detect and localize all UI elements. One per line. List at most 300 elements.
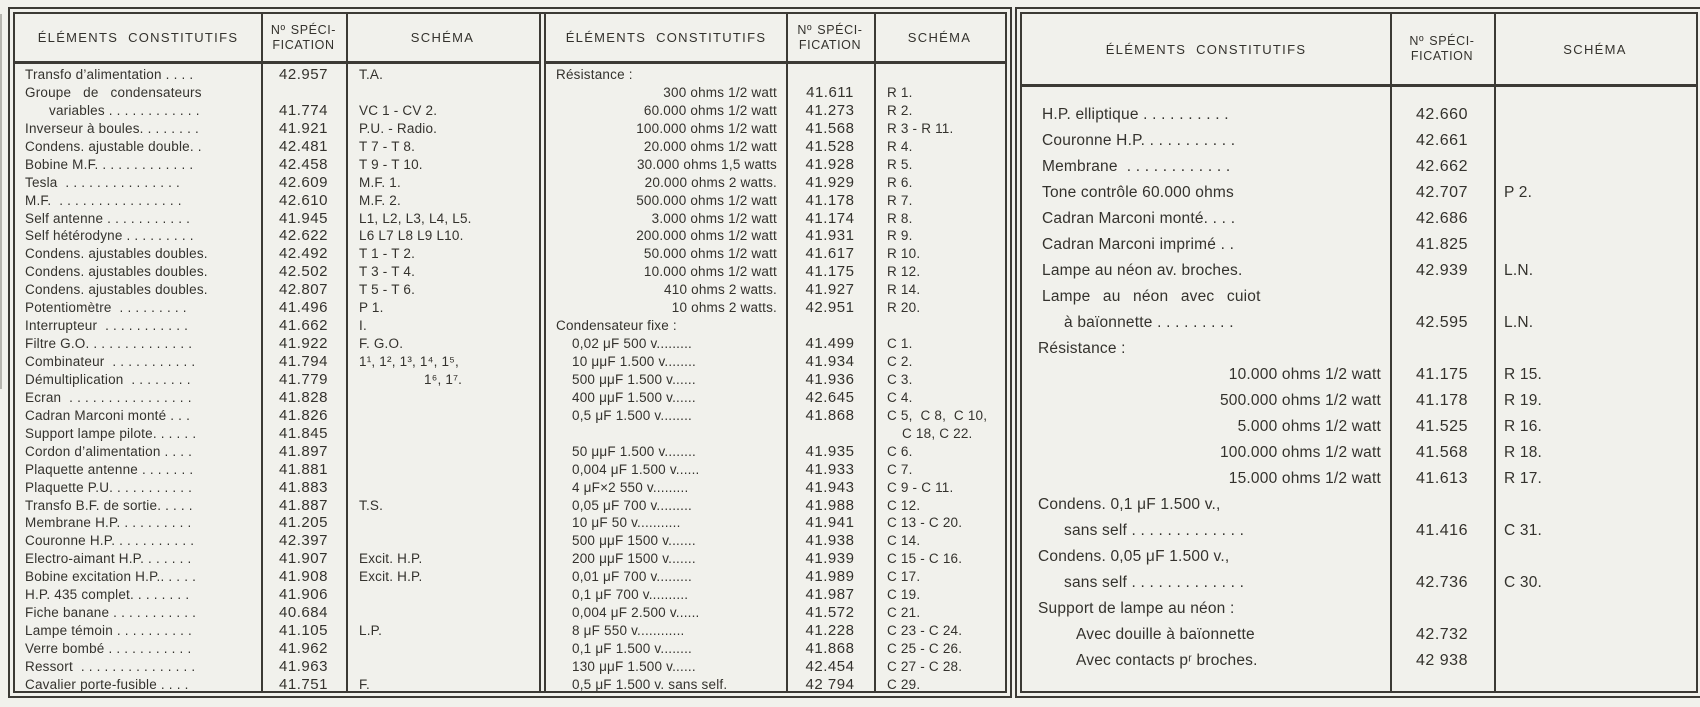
cell-schema-ref: F. G.O. [359, 336, 404, 352]
cell-spec-number: 41.921 [279, 119, 328, 137]
cell-spec-number: 41.794 [279, 353, 328, 370]
cell-element-label: Couronne H.P. . . . . . . . . . . [25, 533, 195, 549]
cell-spec-number [1390, 284, 1494, 310]
cell-schema-ref: R 5. [887, 156, 913, 172]
cell-spec-number: 42 938 [1416, 652, 1468, 669]
cell-spec-number: 41.936 [805, 370, 855, 388]
cell-schema-ref: C 14. [887, 533, 921, 549]
cell-spec-number: 42.660 [1416, 106, 1468, 123]
cell-schema-ref: C 18, C 22. [902, 425, 973, 441]
cell-spec-number: 42.610 [279, 191, 328, 209]
column-header-spec-line2: FICATION [272, 37, 335, 52]
column-header-elements: ÉLÉMENTS CONSTITUTIFS [565, 30, 767, 45]
cell-schema-ref: C 9 - C 11. [887, 479, 954, 495]
cell-element-label: 0,1 μF 700 v.......... [572, 587, 689, 603]
cell-spec-number: 41.178 [805, 191, 855, 209]
cell-spec-number: 41.934 [805, 353, 855, 370]
cell-spec-number: 42.736 [1416, 574, 1468, 591]
cell-schema-ref [874, 317, 1005, 335]
cell-spec-number: 41.568 [1416, 444, 1468, 461]
cell-schema-ref [346, 479, 539, 497]
cell-element-label: Fiche banane . . . . . . . . . . . [25, 605, 197, 621]
column-header-spec-line2: FICATION [798, 37, 862, 52]
column-header-schema: SCHÉMA [907, 30, 972, 45]
cell-element-label: Transfo d’alimentation . . . . [25, 67, 194, 82]
cell-element-label: 500.000 ohms 1/2 watt [636, 192, 777, 208]
cell-schema-ref: R 2. [887, 102, 913, 118]
cell-element-label: 400 μμF 1.500 v...... [572, 389, 696, 405]
parts-table-right [1022, 14, 1696, 691]
cell-schema-ref: C 12. [887, 497, 921, 513]
cell-schema-ref: Excit. H.P. [359, 551, 423, 567]
parts-table-middle [546, 14, 1005, 691]
cell-element-label: 30.000 ohms 1,5 watts [636, 156, 777, 172]
cell-spec-number: 42.951 [805, 299, 855, 317]
table-body [1022, 87, 1696, 691]
cell-element-label: Condens. 0,1 μF 1.500 v., [1038, 496, 1221, 513]
cell-spec-number: 41.751 [279, 675, 328, 693]
cell-schema-ref [346, 514, 539, 532]
column-header-elements: ÉLÉMENTS CONSTITUTIFS [1105, 41, 1307, 57]
cell-spec-number: 41.922 [279, 335, 328, 353]
cell-element-label: Support de lampe au néon : [1038, 600, 1235, 617]
parts-table-group-right [1015, 7, 1700, 698]
cell-schema-ref: C 13 - C 20. [887, 515, 963, 531]
cell-spec-number [786, 66, 874, 84]
cell-spec-number: 42.454 [805, 657, 855, 675]
cell-element-label: Bobine M.F. . . . . . . . . . . . . [25, 156, 194, 172]
column-header-spec-line1: Nº SPÉCI- [797, 22, 863, 37]
cell-schema-ref [1494, 596, 1696, 622]
cell-spec-number: 42.732 [1416, 626, 1468, 643]
cell-schema-ref: L.P. [359, 623, 383, 639]
cell-spec-number [261, 84, 346, 102]
cell-element-label: 500 μμF 1.500 v...... [572, 371, 696, 387]
cell-element-label: sans self . . . . . . . . . . . . . [1064, 574, 1245, 591]
cell-element-label: 200.000 ohms 1/2 watt [636, 228, 777, 244]
cell-schema-ref [1494, 232, 1696, 258]
cell-spec-number: 42.397 [279, 532, 328, 550]
cell-schema-ref: M.F. 2. [359, 192, 401, 208]
cell-schema-ref: L6 L7 L8 L9 L10. [359, 228, 464, 244]
cell-element-label: Cadran Marconi imprimé . . [1042, 236, 1235, 253]
cell-schema-ref: C 30. [1504, 574, 1543, 591]
cell-spec-number: 41.897 [279, 442, 328, 460]
column-header-spec-line1: Nº SPÉCI- [270, 22, 337, 37]
cell-spec-number: 41.662 [279, 317, 328, 335]
cell-element-label: Condens. ajustables doubles. [25, 246, 208, 262]
cell-schema-ref [1494, 622, 1696, 648]
cell-element-label: 500 μμF 1500 v....... [572, 533, 696, 549]
cell-schema-ref: R 14. [887, 282, 921, 298]
cell-schema-ref: R 10. [887, 246, 921, 262]
cell-element-label: 10 ohms 2 watts. [671, 300, 777, 316]
cell-spec-number: 41.887 [279, 496, 328, 514]
cell-schema-ref: P 1. [359, 300, 384, 316]
column-header-spec-line1: Nº SPÉCI- [1409, 34, 1475, 48]
cell-element-label: 60.000 ohms 1/2 watt [643, 102, 777, 118]
table-header [1022, 14, 1696, 87]
cell-schema-ref: C 7. [887, 461, 913, 477]
cell-element-label: 10.000 ohms 1/2 watt [643, 264, 777, 280]
cell-spec-number: 41.826 [279, 406, 328, 424]
column-header-spec-number [261, 14, 346, 61]
cell-element-label: Verre bombé . . . . . . . . . . . [25, 641, 192, 656]
cell-element-label: Membrane H.P. . . . . . . . . . [25, 515, 192, 531]
cell-schema-ref: T 1 - T 2. [359, 246, 416, 262]
cell-spec-number: 42.662 [1416, 158, 1468, 175]
cell-schema-ref: 1⁶, 1⁷. [424, 371, 463, 387]
cell-element-label: 0,02 μF 500 v......... [572, 336, 692, 352]
cell-schema-ref: C 15 - C 16. [887, 551, 963, 567]
cell-schema-ref: C 1. [887, 336, 913, 352]
cell-schema-ref: M.F. 1. [359, 174, 401, 190]
cell-element-label: 410 ohms 2 watts. [664, 282, 777, 298]
cell-schema-ref: R 20. [887, 300, 921, 316]
cell-element-label: Tone contrôle 60.000 ohms [1042, 184, 1234, 201]
cell-element-label: 0,004 μF 1.500 v...... [572, 461, 700, 477]
cell-element-label: 10 μF 50 v........... [572, 515, 681, 531]
cell-schema-ref: R 6. [887, 174, 913, 190]
cell-element-label: à baïonnette . . . . . . . . . [1064, 314, 1234, 331]
cell-spec-number: 42.686 [1416, 210, 1468, 227]
cell-schema-ref [874, 66, 1005, 84]
cell-element-label: 15.000 ohms 1/2 watt [1228, 470, 1381, 487]
cell-spec-number: 41.496 [279, 299, 328, 317]
cell-spec-number: 41.617 [805, 245, 855, 263]
parts-table-group-right-inner [1020, 12, 1698, 693]
cell-schema-ref [1494, 284, 1696, 310]
cell-element-label: Combinateur . . . . . . . . . . . [25, 354, 196, 369]
cell-element-label: 130 μμF 1.500 v...... [572, 658, 696, 674]
cell-spec-number: 41.941 [805, 514, 855, 532]
cell-schema-ref: F. [359, 676, 370, 692]
cell-spec-number: 41.963 [279, 657, 328, 675]
cell-element-label: Filtre G.O. . . . . . . . . . . . . . [25, 336, 193, 352]
column-divider [1390, 14, 1392, 691]
cell-schema-ref: T 9 - T 10. [359, 156, 423, 172]
cell-spec-number: 42.622 [279, 227, 328, 245]
cell-schema-ref: R 12. [887, 264, 921, 280]
cell-spec-number: 41.528 [805, 137, 855, 155]
cell-spec-number: 41.962 [279, 640, 328, 657]
cell-schema-ref: T.S. [359, 497, 384, 513]
cell-schema-ref: C 2. [887, 354, 913, 369]
cell-schema-ref: VC 1 - CV 2. [359, 102, 438, 118]
cell-element-label: Tesla . . . . . . . . . . . . . . . [25, 174, 180, 190]
cell-spec-number: 41.525 [1416, 418, 1468, 435]
cell-schema-ref [346, 532, 539, 550]
cell-schema-ref [1494, 544, 1696, 570]
cell-spec-number: 41.931 [805, 227, 855, 245]
cell-spec-number: 41.928 [805, 155, 855, 173]
cell-schema-ref [1494, 492, 1696, 518]
cell-element-label: 4 μF×2 550 v......... [572, 479, 689, 495]
cell-element-label: variables . . . . . . . . . . . . [49, 102, 200, 118]
column-divider [1494, 14, 1496, 691]
cell-spec-number: 41.825 [1416, 236, 1468, 253]
cell-spec-number: 41.908 [279, 568, 328, 586]
cell-spec-number: 41.939 [805, 550, 855, 568]
cell-schema-ref [346, 640, 539, 658]
cell-spec-number [1390, 492, 1494, 518]
cell-spec-number: 41.205 [279, 514, 328, 532]
cell-spec-number: 41.987 [805, 586, 855, 604]
cell-element-label: 50 μμF 1.500 v........ [572, 443, 697, 459]
cell-element-label: Cordon d’alimentation . . . . [25, 443, 193, 459]
cell-spec-number: 41.611 [806, 83, 854, 101]
cell-element-label: Condensateur fixe : [556, 318, 677, 334]
cell-element-label: Membrane . . . . . . . . . . . . [1042, 158, 1231, 175]
cell-spec-number: 41.988 [805, 496, 855, 514]
cell-element-label: 100.000 ohms 1/2 watt [636, 120, 777, 136]
cell-element-label: Lampe au néon av. broches. [1042, 262, 1243, 279]
cell-element-label: 5.000 ohms 1/2 watt [1237, 418, 1381, 435]
cell-element-label: Cavalier porte-fusible . . . . [25, 676, 189, 692]
cell-schema-ref [346, 84, 539, 102]
cell-spec-number: 42.492 [279, 245, 328, 263]
cell-schema-ref: C 19. [887, 587, 921, 603]
cell-spec-number: 41.907 [279, 550, 328, 568]
column-divider [261, 14, 263, 691]
cell-schema-ref [1494, 128, 1696, 154]
cell-schema-ref: I. [359, 318, 367, 334]
cell-spec-number: 41.178 [1416, 392, 1468, 409]
table-header [546, 14, 1005, 64]
cell-schema-ref: R 17. [1504, 470, 1543, 487]
cell-element-label: 0,1 μF 1.500 v........ [572, 641, 692, 656]
cell-spec-number: 41.779 [279, 370, 328, 388]
cell-element-label: H.P. elliptique . . . . . . . . . . [1042, 106, 1229, 123]
cell-element-label: Self hétérodyne . . . . . . . . . [25, 228, 194, 244]
column-header-spec-line2: FICATION [1410, 49, 1474, 63]
cell-element-label: Couronne H.P. . . . . . . . . . . [1042, 132, 1236, 149]
cell-element-label: Plaquette antenne . . . . . . . [25, 461, 194, 477]
cell-element-label: Condens. ajustable double. . [25, 138, 202, 154]
cell-element-label: Transfo B.F. de sortie. . . . . [25, 497, 193, 513]
cell-element-label: Inverseur à boules. . . . . . . . [25, 120, 199, 136]
cell-schema-ref [346, 658, 539, 676]
cell-schema-ref: C 21. [887, 605, 921, 621]
cell-schema-ref: C 25 - C 26. [887, 641, 963, 656]
cell-element-label: Lampe au néon avec cuiot [1042, 288, 1261, 305]
cell-element-label: Avec douille à baïonnette [1076, 626, 1255, 643]
cell-schema-ref [1494, 102, 1696, 128]
cell-spec-number: 41.774 [279, 101, 328, 119]
cell-spec-number: 42.502 [279, 263, 328, 281]
cell-schema-ref [1494, 336, 1696, 362]
cell-element-label: Plaquette P.U. . . . . . . . . . . [25, 479, 193, 495]
cell-schema-ref: R 1. [887, 84, 913, 100]
table-header [15, 14, 539, 64]
cell-schema-ref [1494, 648, 1696, 674]
cell-schema-ref: L1, L2, L3, L4, L5. [359, 210, 472, 226]
cell-element-label: Résistance : [1038, 340, 1126, 357]
cell-schema-ref: L.N. [1504, 262, 1534, 279]
cell-spec-number: 42.707 [1416, 184, 1468, 201]
cell-schema-ref [346, 425, 539, 443]
cell-spec-number: 41.499 [805, 335, 855, 353]
cell-schema-ref: R 15. [1504, 366, 1543, 383]
cell-element-label: Ressort . . . . . . . . . . . . . . . [25, 658, 196, 674]
cell-element-label: 8 μF 550 v............ [572, 623, 685, 639]
cell-schema-ref: 1¹, 1², 1³, 1⁴, 1⁵, [359, 354, 459, 369]
cell-spec-number: 41.927 [805, 281, 855, 299]
column-header-elements: ÉLÉMENTS CONSTITUTIFS [37, 30, 239, 45]
cell-spec-number: 42.661 [1416, 132, 1468, 149]
cell-spec-number: 42.939 [1416, 262, 1468, 279]
cell-element-label: 20.000 ohms 2 watts. [644, 174, 777, 190]
cell-spec-number: 41.175 [805, 263, 855, 281]
cell-spec-number: 42.595 [1416, 314, 1468, 331]
cell-element-label: H.P. 435 complet. . . . . . . . [25, 587, 190, 603]
cell-spec-number: 41.938 [805, 532, 855, 550]
parts-table-group-main-inner [13, 12, 1007, 693]
cell-element-label: 10.000 ohms 1/2 watt [1228, 366, 1381, 383]
cell-schema-ref: P.U. - Radio. [359, 120, 438, 136]
cell-element-label: 0,5 μF 1.500 v........ [572, 407, 692, 423]
cell-schema-ref: T 5 - T 6. [359, 282, 416, 298]
cell-spec-number: 42.458 [279, 155, 328, 173]
cell-schema-ref: T.A. [359, 67, 384, 82]
cell-schema-ref: C 27 - C 28. [887, 658, 963, 674]
cell-element-label: 300 ohms 1/2 watt [663, 84, 777, 100]
column-header-spec-number [1390, 14, 1494, 84]
cell-schema-ref [1494, 206, 1696, 232]
cell-spec-number: 40.684 [279, 604, 328, 622]
cell-schema-ref: C 17. [887, 569, 921, 585]
cell-spec-number: 41.906 [279, 586, 328, 604]
cell-element-label: Potentiomètre . . . . . . . . . [25, 300, 187, 316]
cell-spec-number: 42 794 [805, 675, 855, 693]
cell-spec-number: 41.868 [805, 640, 855, 657]
cell-spec-number [786, 317, 874, 335]
cell-schema-ref [346, 389, 539, 407]
cell-schema-ref: R 18. [1504, 444, 1543, 461]
cell-element-label: Condens. ajustables doubles. [25, 264, 208, 280]
cell-element-label: 3.000 ohms 1/2 watt [651, 210, 777, 226]
cell-element-label: Support lampe pilote. . . . . . [25, 425, 197, 441]
cell-schema-ref: C 23 - C 24. [887, 623, 963, 639]
cell-spec-number: 41.989 [805, 568, 855, 586]
cell-spec-number [1390, 336, 1494, 362]
cell-spec-number: 41.845 [279, 424, 328, 442]
cell-schema-ref: C 31. [1504, 522, 1543, 539]
column-divider [874, 14, 876, 691]
cell-spec-number: 41.568 [805, 119, 855, 137]
cell-schema-ref [346, 461, 539, 479]
cell-spec-number: 41.883 [279, 478, 328, 496]
cell-schema-ref: R 16. [1504, 418, 1543, 435]
cell-element-label: Self antenne . . . . . . . . . . . [25, 210, 191, 226]
cell-spec-number: 41.933 [805, 460, 855, 478]
cell-element-label: Bobine excitation H.P.. . . . . [25, 569, 197, 585]
cell-element-label: 0,01 μF 700 v......... [572, 569, 692, 585]
cell-element-label: 10 μμF 1.500 v........ [572, 354, 697, 369]
cell-element-label: sans self . . . . . . . . . . . . . [1064, 522, 1245, 539]
cell-element-label: Lampe témoin . . . . . . . . . . [25, 623, 192, 639]
table-body [546, 64, 1005, 693]
cell-schema-ref: R 8. [887, 210, 913, 226]
cell-schema-ref: P 2. [1504, 184, 1533, 201]
cell-spec-number [786, 425, 874, 443]
cell-spec-number: 41.273 [805, 101, 855, 119]
cell-spec-number: 41.943 [805, 478, 855, 496]
cell-element-label: 20.000 ohms 1/2 watt [643, 138, 777, 154]
column-header-schema: SCHÉMA [410, 30, 475, 45]
cell-spec-number: 41.572 [805, 604, 855, 622]
cell-schema-ref: R 3 - R 11. [887, 120, 954, 136]
cell-spec-number: 42.609 [279, 173, 328, 191]
cell-schema-ref: T 3 - T 4. [359, 264, 416, 280]
cell-spec-number: 41.945 [279, 209, 328, 227]
cell-spec-number [1390, 544, 1494, 570]
cell-schema-ref: R 9. [887, 228, 913, 244]
cell-element-label: 50.000 ohms 1/2 watt [643, 246, 777, 262]
cell-element-label: 0,5 μF 1.500 v. sans self. [572, 676, 728, 692]
column-divider [786, 14, 788, 691]
cell-element-label [546, 425, 786, 443]
cell-schema-ref [346, 586, 539, 604]
cell-schema-ref: C 5, C 8, C 10, [887, 407, 988, 423]
table-body [15, 64, 539, 693]
column-header-spec-number [786, 14, 874, 61]
cell-element-label: Résistance : [556, 67, 633, 82]
cell-schema-ref [346, 443, 539, 461]
cell-spec-number: 41.105 [279, 622, 328, 640]
cell-schema-ref: R 4. [887, 138, 913, 154]
parts-table-left [15, 14, 539, 691]
cell-element-label: 200 μμF 1500 v....... [572, 551, 696, 567]
cell-schema-ref [346, 604, 539, 622]
cell-element-label: 0,05 μF 700 v......... [572, 497, 692, 513]
cell-spec-number: 41.228 [805, 622, 855, 640]
cell-schema-ref [346, 407, 539, 425]
cell-spec-number: 41.613 [1416, 470, 1468, 487]
cell-spec-number: 41.175 [1416, 366, 1468, 383]
cell-element-label: Cadran Marconi monté . . . [25, 407, 191, 423]
cell-element-label: Condens. ajustables doubles. [25, 282, 208, 298]
cell-schema-ref: R 7. [887, 192, 913, 208]
cell-schema-ref: C 6. [887, 443, 913, 459]
cell-element-label: Interrupteur . . . . . . . . . . . [25, 318, 189, 334]
cell-spec-number: 41.935 [805, 442, 855, 460]
parts-table-group-main [8, 7, 1012, 698]
cell-element-label: Avec contacts pʳ broches. [1076, 652, 1258, 669]
cell-element-label: Condens. 0,05 μF 1.500 v., [1038, 548, 1230, 565]
cell-spec-number: 41.828 [279, 388, 328, 406]
cell-spec-number: 41.881 [279, 460, 328, 478]
column-header-schema: SCHÉMA [1563, 41, 1627, 57]
cell-spec-number: 41.416 [1416, 522, 1468, 539]
cell-spec-number: 41.174 [805, 209, 855, 227]
cell-schema-ref: L.N. [1504, 314, 1534, 331]
cell-spec-number: 42.807 [279, 281, 328, 299]
cell-element-label: Démultiplication . . . . . . . . [25, 371, 191, 387]
cell-spec-number: 42.645 [805, 388, 855, 406]
cell-spec-number: 41.868 [805, 406, 855, 424]
cell-element-label: Cadran Marconi monté. . . . [1042, 210, 1236, 227]
cell-schema-ref: R 19. [1504, 392, 1543, 409]
cell-schema-ref: C 29. [887, 676, 921, 692]
table-separator [539, 14, 546, 691]
cell-spec-number: 41.929 [805, 173, 855, 191]
scan-edge-artifact [0, 14, 2, 389]
column-divider [346, 14, 348, 691]
cell-element-label: M.F. . . . . . . . . . . . . . . . . [25, 192, 182, 208]
cell-schema-ref: C 4. [887, 389, 913, 405]
cell-element-label: Electro-aimant H.P. . . . . . . [25, 551, 192, 567]
